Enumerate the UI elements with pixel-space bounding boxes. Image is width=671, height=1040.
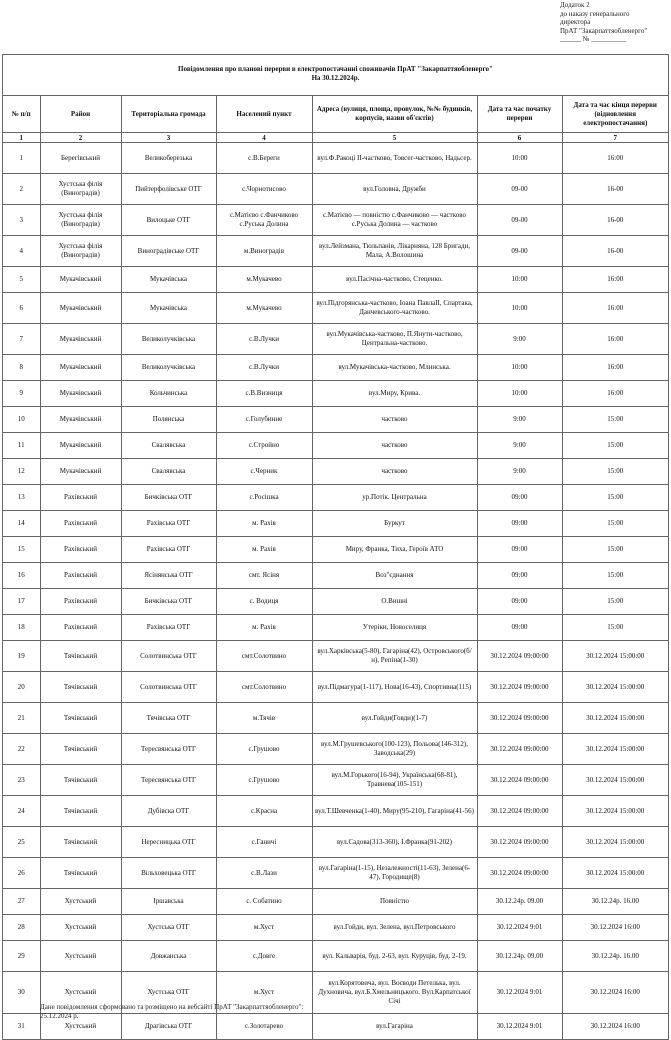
district-cell: Тячівський — [40, 641, 121, 672]
column-number: 6 — [477, 133, 562, 143]
column-number-row — [3, 133, 668, 143]
row-number: 24 — [3, 796, 40, 827]
end-time-cell: 30.12.2024 15:00:00 — [562, 734, 668, 765]
row-number: 17 — [3, 589, 40, 615]
annex-line: ПрАТ "Закарпаттяобленерго" — [560, 26, 648, 35]
start-time-cell: 30.12.2024 09:00:00 — [477, 765, 562, 796]
annex-line: ______ № __________ — [560, 35, 627, 44]
start-time-cell: 30.12.2024 9:01 — [477, 915, 562, 941]
address-cell: вул.Т.Шевченка(1-40), Миру(95-210), Гагаріна(41-56) — [312, 796, 477, 827]
community-cell: Драгівська ОТГ — [121, 1014, 216, 1040]
community-cell: Великоберезька — [121, 143, 216, 174]
district-cell: Тячівський — [40, 703, 121, 734]
district-cell: Хустський — [40, 889, 121, 915]
column-header-start: Дата та час початку перерви — [477, 96, 562, 133]
community-cell: Ясінянська ОТГ — [121, 563, 216, 589]
district-cell: Мукачівський — [40, 267, 121, 293]
address-cell: вул.Гойди(Говди)(1-7) — [312, 703, 477, 734]
table-row — [3, 827, 668, 858]
district-cell: Берегівський — [40, 143, 121, 174]
table-row — [3, 485, 668, 511]
settlement-cell: смт.Солотвино — [216, 672, 312, 703]
start-time-cell: 9:00 — [477, 407, 562, 433]
row-number: 31 — [3, 1014, 40, 1040]
header-row — [3, 96, 668, 133]
district-cell: Хустська філія (Виноградів) — [40, 236, 121, 267]
end-time-cell: 16:00 — [562, 143, 668, 174]
community-cell: Кольчинська — [121, 381, 216, 407]
address-cell: Повністю — [312, 889, 477, 915]
row-number: 13 — [3, 485, 40, 511]
settlement-cell: с.Чорнотисово — [216, 174, 312, 205]
table-row — [3, 267, 668, 293]
end-time-cell: 15:00 — [562, 459, 668, 485]
address-cell: Буркут — [312, 511, 477, 537]
settlement-cell: с.Грушово — [216, 765, 312, 796]
settlement-cell: м. Рахів — [216, 537, 312, 563]
start-time-cell: 09:00 — [477, 537, 562, 563]
row-number: 25 — [3, 827, 40, 858]
district-cell: Хустський — [40, 972, 121, 1014]
column-header-settlement: Населений пункт — [216, 96, 312, 133]
table-row — [3, 355, 668, 381]
row-number: 14 — [3, 511, 40, 537]
settlement-cell: с.Довге — [216, 941, 312, 972]
column-number: 1 — [3, 133, 40, 143]
community-cell: Свалявська — [121, 433, 216, 459]
address-cell: вул.Мукачівська-частково, Млинська. — [312, 355, 477, 381]
community-cell: Нересницька ОТГ — [121, 827, 216, 858]
row-number: 1 — [3, 143, 40, 174]
address-cell: вул.М.Грушевського(100-123), Польова(146-312), Заводська(29) — [312, 734, 477, 765]
settlement-cell: смт. Ясіня — [216, 563, 312, 589]
district-cell: Мукачівський — [40, 381, 121, 407]
end-time-cell: 16:00 — [562, 293, 668, 324]
district-cell: Мукачівський — [40, 293, 121, 324]
table-row — [3, 537, 668, 563]
table-row — [3, 889, 668, 915]
table-row — [3, 734, 668, 765]
community-cell: Виноградівське ОТГ — [121, 236, 216, 267]
address-cell: с.Матієво — повністю с.Фанчиково — частково с.Руська Долина — частково — [312, 205, 477, 236]
address-cell: частково — [312, 433, 477, 459]
start-time-cell: 30.12.2024 09:00:00 — [477, 796, 562, 827]
row-number: 19 — [3, 641, 40, 672]
district-cell: Хустський — [40, 1014, 121, 1040]
address-cell: Миру, Франка, Тиха, Героїв АТО — [312, 537, 477, 563]
end-time-cell: 30.12.2024 15:00:00 — [562, 796, 668, 827]
footer-line-2: 25.12.2024 р. — [40, 1011, 79, 1020]
end-time-cell: 30.12.24р. 16.00 — [562, 941, 668, 972]
table-row — [3, 672, 668, 703]
address-cell: вул.Підмагура(1-117), Нова(16-43), Спортивна(115) — [312, 672, 477, 703]
district-cell: Хустський — [40, 915, 121, 941]
start-time-cell: 30.12.24р. 09.00 — [477, 889, 562, 915]
end-time-cell: 30.12.2024 15:00:00 — [562, 641, 668, 672]
settlement-cell: с.В.Лучки — [216, 324, 312, 355]
community-cell: Мукачівська — [121, 267, 216, 293]
start-time-cell: 30.12.2024 9:01 — [477, 1014, 562, 1040]
settlement-cell: с.Стройно — [216, 433, 312, 459]
address-cell: вул.Підгорянська-частково, Іоана ПавлаII, Спартака, Данчевського-частково. — [312, 293, 477, 324]
start-time-cell: 30.12.2024 09:00:00 — [477, 734, 562, 765]
end-time-cell: 15:00 — [562, 407, 668, 433]
settlement-cell: м.Виноградів — [216, 236, 312, 267]
settlement-cell: с.Красна — [216, 796, 312, 827]
address-cell: частково — [312, 407, 477, 433]
outage-schedule — [2, 54, 669, 1040]
column-number: 4 — [216, 133, 312, 143]
column-number: 7 — [562, 133, 668, 143]
district-cell: Тячівський — [40, 858, 121, 889]
address-cell: Утеріки, Новоселиця — [312, 615, 477, 641]
footer-note — [40, 1003, 303, 1020]
table-row — [3, 293, 668, 324]
start-time-cell: 30.12.2024 9:01 — [477, 972, 562, 1014]
row-number: 29 — [3, 941, 40, 972]
community-cell: Рахівська ОТГ — [121, 511, 216, 537]
district-cell: Мукачівський — [40, 355, 121, 381]
end-time-cell: 15:00 — [562, 563, 668, 589]
community-cell: Рахівська ОТГ — [121, 615, 216, 641]
community-cell: Довжанська — [121, 941, 216, 972]
table-row — [3, 236, 668, 267]
table-row — [3, 143, 668, 174]
end-time-cell: 30.12.2024 15:00:00 — [562, 827, 668, 858]
community-cell: Солотвинська ОТГ — [121, 672, 216, 703]
column-header-district: Район — [40, 96, 121, 133]
start-time-cell: 30.12.2024 09:00:00 — [477, 641, 562, 672]
start-time-cell: 30.12.2024 09:00:00 — [477, 703, 562, 734]
settlement-cell: смт.Солотвино — [216, 641, 312, 672]
community-cell: Іршавська — [121, 889, 216, 915]
start-time-cell: 09:00 — [477, 511, 562, 537]
row-number: 22 — [3, 734, 40, 765]
district-cell: Мукачівський — [40, 407, 121, 433]
end-time-cell: 30.12.2024 16:00 — [562, 915, 668, 941]
table-row — [3, 941, 668, 972]
community-cell: Вільховецька ОТГ — [121, 858, 216, 889]
address-cell: частково — [312, 459, 477, 485]
community-cell: Великолучківська — [121, 355, 216, 381]
end-time-cell: 16-00 — [562, 174, 668, 205]
community-cell: Мукачівська — [121, 293, 216, 324]
address-cell: вул. Кальварія, буд. 2-63, вул. Куруців, буд. 2-19. — [312, 941, 477, 972]
district-cell: Хустська філія (Виноградів) — [40, 174, 121, 205]
community-cell: Солотвинська ОТГ — [121, 641, 216, 672]
title-line-2: На 30.12.2024р. — [311, 74, 360, 82]
community-cell: Пийтерфолівське ОТГ — [121, 174, 216, 205]
end-time-cell: 15:00 — [562, 589, 668, 615]
start-time-cell: 9:00 — [477, 324, 562, 355]
address-cell: вул.Гойди, вул. Зелена, вул.Петровського — [312, 915, 477, 941]
settlement-cell: с.В.Лучки — [216, 355, 312, 381]
outage-table — [3, 96, 668, 1040]
address-cell: вул.Мукачівська-частково, П.Янути-частково, Центральна-частково. — [312, 324, 477, 355]
settlement-cell: с. Водиця — [216, 589, 312, 615]
community-cell: Великолучківська — [121, 324, 216, 355]
start-time-cell: 30.12.2024 09:00:00 — [477, 858, 562, 889]
table-row — [3, 703, 668, 734]
row-number: 8 — [3, 355, 40, 381]
district-cell: Рахівський — [40, 563, 121, 589]
table-row — [3, 641, 668, 672]
start-time-cell: 09:00 — [477, 485, 562, 511]
end-time-cell: 16-00 — [562, 205, 668, 236]
community-cell: Бичківська ОТГ — [121, 589, 216, 615]
row-number: 2 — [3, 174, 40, 205]
district-cell: Тячівський — [40, 672, 121, 703]
end-time-cell: 16:00 — [562, 355, 668, 381]
settlement-cell: м.Мукачево — [216, 267, 312, 293]
row-number: 21 — [3, 703, 40, 734]
settlement-cell: с.Ганичі — [216, 827, 312, 858]
end-time-cell: 16:00 — [562, 267, 668, 293]
end-time-cell: 30.12.24р. 16.00 — [562, 889, 668, 915]
start-time-cell: 10:00 — [477, 267, 562, 293]
row-number: 11 — [3, 433, 40, 459]
row-number: 30 — [3, 972, 40, 1014]
end-time-cell: 30.12.2024 15:00:00 — [562, 765, 668, 796]
district-cell: Тячівський — [40, 734, 121, 765]
start-time-cell: 09:00 — [477, 589, 562, 615]
address-cell: вул.Миру, Крива. — [312, 381, 477, 407]
settlement-cell: с.Голубинне — [216, 407, 312, 433]
district-cell: Хустська філія (Виноградів) — [40, 205, 121, 236]
table-row — [3, 858, 668, 889]
column-number: 5 — [312, 133, 477, 143]
end-time-cell: 16:00 — [562, 381, 668, 407]
column-header-community: Територіальна громада — [121, 96, 216, 133]
table-row — [3, 796, 668, 827]
settlement-cell: м.Хуст — [216, 972, 312, 1014]
document-title — [3, 55, 668, 96]
row-number: 5 — [3, 267, 40, 293]
community-cell: Вилоцьке ОТГ — [121, 205, 216, 236]
start-time-cell: 09-00 — [477, 205, 562, 236]
row-number: 6 — [3, 293, 40, 324]
row-number: 16 — [3, 563, 40, 589]
end-time-cell: 16:00 — [562, 324, 668, 355]
row-number: 26 — [3, 858, 40, 889]
row-number: 23 — [3, 765, 40, 796]
address-cell: вул.Ф.Ракоці II-частково, Товсег-частково, Надьсер. — [312, 143, 477, 174]
column-number: 3 — [121, 133, 216, 143]
table-row — [3, 407, 668, 433]
start-time-cell: 10:00 — [477, 355, 562, 381]
district-cell: Рахівський — [40, 537, 121, 563]
start-time-cell: 30.12.24р. 09.00 — [477, 941, 562, 972]
end-time-cell: 15:00 — [562, 485, 668, 511]
address-cell: вул.Корятовича, вул. Воєводи Петелька, вул. Духновича, вул.Б.Хмельницького. Вул.Карпатської Січі — [312, 972, 477, 1014]
table-row — [3, 615, 668, 641]
end-time-cell: 15:00 — [562, 511, 668, 537]
row-number: 10 — [3, 407, 40, 433]
address-cell: вул.М.Горького(16-94), Українська(68-81), Травнева(105-151) — [312, 765, 477, 796]
community-cell: Свалявська — [121, 459, 216, 485]
row-number: 15 — [3, 537, 40, 563]
district-cell: Рахівський — [40, 485, 121, 511]
annex-line: Додаток 2 — [560, 1, 590, 9]
table-row — [3, 381, 668, 407]
district-cell: Рахівський — [40, 511, 121, 537]
community-cell: Тересвянська ОТГ — [121, 765, 216, 796]
column-number: 2 — [40, 133, 121, 143]
settlement-cell: м. Рахів — [216, 615, 312, 641]
settlement-cell: с.В.Визниця — [216, 381, 312, 407]
settlement-cell: с.В.Лази — [216, 858, 312, 889]
row-number: 9 — [3, 381, 40, 407]
district-cell: Тячівський — [40, 796, 121, 827]
district-cell: Мукачівський — [40, 459, 121, 485]
community-cell: Бичківська ОТГ — [121, 485, 216, 511]
end-time-cell: 30.12.2024 16:00 — [562, 1014, 668, 1040]
settlement-cell: м. Рахів — [216, 511, 312, 537]
row-number: 28 — [3, 915, 40, 941]
end-time-cell: 15:00 — [562, 615, 668, 641]
settlement-cell: м.Тячів — [216, 703, 312, 734]
start-time-cell: 09:00 — [477, 615, 562, 641]
column-header-number: № п/п — [3, 96, 40, 133]
start-time-cell: 10:00 — [477, 293, 562, 324]
settlement-cell: с.Росішка — [216, 485, 312, 511]
address-cell: Воз"єднання — [312, 563, 477, 589]
table-row — [3, 324, 668, 355]
row-number: 3 — [3, 205, 40, 236]
end-time-cell: 15:00 — [562, 433, 668, 459]
table-row — [3, 511, 668, 537]
start-time-cell: 30.12.2024 09:00:00 — [477, 827, 562, 858]
settlement-cell: с.В.Береги — [216, 143, 312, 174]
address-cell: вул.Садова(313-360), І.Франка(91-202) — [312, 827, 477, 858]
start-time-cell: 10:00 — [477, 381, 562, 407]
table-row — [3, 563, 668, 589]
footer-line-1: Дане повідомлення сформовано та розміщено на вебсайті ПрАТ "Закарпаттяобленерго": — [40, 1003, 304, 1011]
community-cell: Рахівська ОТГ — [121, 537, 216, 563]
community-cell: Хустська ОТГ — [121, 915, 216, 941]
address-cell: вул.Харківська(5-80), Гагаріна(42), Островського(б/н), Репіна(1-30) — [312, 641, 477, 672]
end-time-cell: 30.12.2024 15:00:00 — [562, 703, 668, 734]
title-line-1: Повідомлення про планові перерви в електропостачанні споживачів ПрАТ "Закарпаттяобленерго" — [178, 65, 493, 73]
settlement-cell: м.Хуст — [216, 915, 312, 941]
end-time-cell: 30.12.2024 15:00:00 — [562, 858, 668, 889]
district-cell: Рахівський — [40, 589, 121, 615]
district-cell: Тячівський — [40, 765, 121, 796]
column-header-address: Адреса (вулиця, площа, провулок, №№ будинків, корпусів, назви об'єктів) — [312, 96, 477, 133]
row-number: 4 — [3, 236, 40, 267]
start-time-cell: 09-00 — [477, 174, 562, 205]
address-cell: вул.Гагаріна(1-15), Незалежності(11-63), Зелена(6-47), Городище(8) — [312, 858, 477, 889]
address-cell: ур.Потік. Центральна — [312, 485, 477, 511]
start-time-cell: 9:00 — [477, 433, 562, 459]
end-time-cell: 16-00 — [562, 236, 668, 267]
settlement-cell: с.Матієво с.Фанчиково с.Руська Долина — [216, 205, 312, 236]
district-cell: Мукачівський — [40, 433, 121, 459]
table-row — [3, 205, 668, 236]
row-number: 20 — [3, 672, 40, 703]
start-time-cell: 09:00 — [477, 563, 562, 589]
row-number: 7 — [3, 324, 40, 355]
table-row — [3, 589, 668, 615]
start-time-cell: 09-00 — [477, 236, 562, 267]
annex-line: директора — [560, 18, 591, 27]
settlement-cell: с.Черник — [216, 459, 312, 485]
table-row — [3, 915, 668, 941]
address-cell: О.Вишні — [312, 589, 477, 615]
settlement-cell: с.Золотарево — [216, 1014, 312, 1040]
annex-line: до наказу генерального — [560, 9, 630, 18]
end-time-cell: 30.12.2024 16:00 — [562, 972, 668, 1014]
table-row — [3, 174, 668, 205]
row-number: 12 — [3, 459, 40, 485]
end-time-cell: 15:00 — [562, 537, 668, 563]
table-body — [3, 143, 668, 1040]
community-cell: Дубівска ОТГ — [121, 796, 216, 827]
start-time-cell: 9:00 — [477, 459, 562, 485]
district-cell: Хустський — [40, 941, 121, 972]
address-cell: вул.Пасічна-частково, Стеценко. — [312, 267, 477, 293]
end-time-cell: 30.12.2024 15:00:00 — [562, 672, 668, 703]
table-row — [3, 459, 668, 485]
start-time-cell: 10:00 — [477, 143, 562, 174]
district-cell: Рахівський — [40, 615, 121, 641]
table-row — [3, 433, 668, 459]
settlement-cell: с. Собатино — [216, 889, 312, 915]
community-cell: Тересвянська ОТГ — [121, 734, 216, 765]
community-cell: Полянська — [121, 407, 216, 433]
district-cell: Мукачівський — [40, 324, 121, 355]
address-cell: вул.Головна, Дружби — [312, 174, 477, 205]
table-row — [3, 765, 668, 796]
settlement-cell: с.Грушово — [216, 734, 312, 765]
settlement-cell: м.Мукачево — [216, 293, 312, 324]
column-header-end: Дата та час кінця перерви (відновлення електропостачання) — [562, 96, 668, 133]
start-time-cell: 30.12.2024 09:00:00 — [477, 672, 562, 703]
row-number: 18 — [3, 615, 40, 641]
district-cell: Тячівський — [40, 827, 121, 858]
community-cell: Тячівська ОТГ — [121, 703, 216, 734]
row-number: 27 — [3, 889, 40, 915]
address-cell: вул.Лейзмана, Тюльпанів, Лікарняна, 128 Бригади, Мала, А.Волошина — [312, 236, 477, 267]
annex-note — [560, 1, 647, 44]
address-cell: вул.Гагаріна — [312, 1014, 477, 1040]
community-cell: Хустська ОТГ — [121, 972, 216, 1014]
